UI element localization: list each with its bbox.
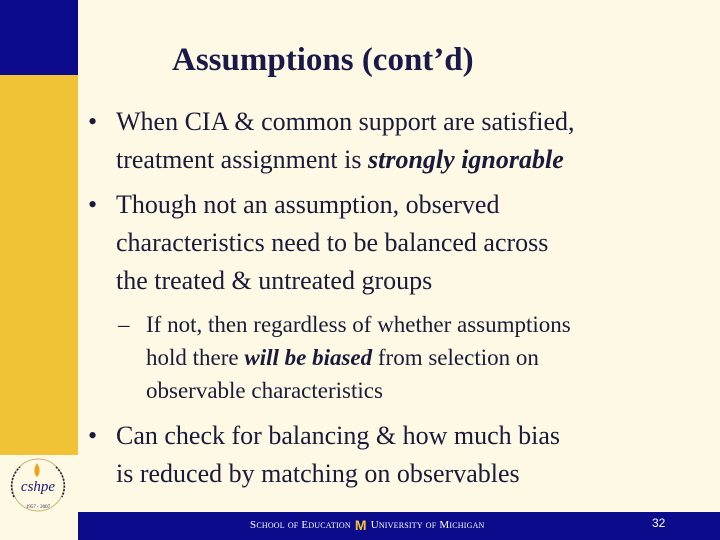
bullet-2-line-2: characteristics need to be balanced across bbox=[116, 228, 549, 257]
bullet-dot: • bbox=[88, 190, 98, 219]
sub-bullet-emphasis: will be biased bbox=[244, 345, 373, 370]
bullet-dot: • bbox=[88, 421, 98, 450]
michigan-block-m-icon: M bbox=[354, 517, 367, 533]
footer-school-label: School of Education bbox=[250, 519, 351, 531]
corner-navy-block bbox=[0, 0, 78, 75]
slide-title: Assumptions (cont’d) bbox=[172, 42, 474, 78]
footer-institution bbox=[250, 517, 485, 533]
logo-years: 1957 - 2007 bbox=[25, 505, 51, 510]
footer-university-label: University of Michigan bbox=[370, 519, 485, 531]
cshpe-logo bbox=[0, 455, 78, 512]
footer-left-strip bbox=[0, 512, 78, 540]
bullet-2-line-1: Though not an assumption, observed bbox=[116, 190, 500, 219]
sub-bullet-line-2-pre: hold there bbox=[146, 345, 245, 370]
sub-bullet-line-3: observable characteristics bbox=[146, 378, 383, 403]
sub-bullet-line-2-post: from selection on bbox=[372, 345, 539, 370]
flame-icon bbox=[34, 463, 39, 477]
sub-bullet-dash: – bbox=[118, 312, 130, 337]
bullet-dot: • bbox=[88, 107, 98, 136]
sub-bullet-line-2 bbox=[146, 341, 539, 374]
bullet-2-line-3: the treated & untreated groups bbox=[116, 266, 433, 295]
bullet-1-emphasis: strongly ignorable bbox=[368, 145, 564, 174]
sub-bullet-line-1: If not, then regardless of whether assumptions bbox=[146, 312, 571, 337]
cshpe-logo-graphic bbox=[0, 455, 78, 512]
bullet-3-line-1: Can check for balancing & how much bias bbox=[116, 421, 561, 450]
bullet-1-line-1: When CIA & common support are satisfied, bbox=[116, 107, 575, 136]
bullet-3-line-2: is reduced by matching on observables bbox=[116, 459, 520, 488]
side-gold-bar bbox=[0, 75, 78, 512]
bullet-1-line-2-text: treatment assignment is bbox=[116, 145, 369, 174]
bullet-1-line-2 bbox=[116, 141, 564, 179]
page-number: 32 bbox=[652, 516, 666, 530]
logo-wordmark: cshpe bbox=[20, 479, 56, 495]
